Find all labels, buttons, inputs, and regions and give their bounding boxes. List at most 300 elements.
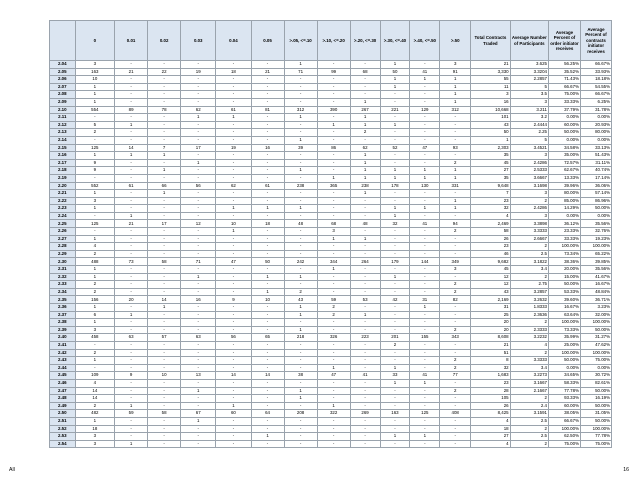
- table-cell: -: [317, 395, 350, 403]
- row-label: 2.31: [50, 266, 76, 274]
- table-cell: 1: [410, 76, 440, 84]
- table-cell: 41.67%: [580, 273, 611, 281]
- table-cell: -: [115, 136, 148, 144]
- table-row: [50, 220, 612, 228]
- row-label: 2.54: [50, 440, 76, 448]
- table-cell: 1: [284, 205, 317, 213]
- table-cell: -: [284, 121, 317, 129]
- table-row: [50, 334, 612, 342]
- table-cell: -: [148, 61, 181, 69]
- table-cell: 218: [284, 334, 317, 342]
- table-cell: 2: [510, 243, 548, 251]
- table-cell: 178: [380, 182, 410, 190]
- table-cell: 208: [284, 410, 317, 418]
- table-cell: 10: [148, 372, 181, 380]
- table-cell: -: [284, 235, 317, 243]
- table-cell: 21: [251, 68, 284, 76]
- table-cell: 66: [148, 182, 181, 190]
- table-cell: 2: [75, 402, 114, 410]
- table-cell: 3.2857: [510, 288, 548, 296]
- table-cell: -: [75, 212, 114, 220]
- table-cell: -: [216, 379, 251, 387]
- table-cell: 17: [148, 220, 181, 228]
- table-cell: 3.3898: [510, 220, 548, 228]
- table-cell: 18: [251, 220, 284, 228]
- table-cell: 1: [440, 98, 471, 106]
- table-cell: 4: [75, 243, 114, 251]
- table-cell: 46: [471, 250, 510, 258]
- table-cell: 16.19%: [580, 395, 611, 403]
- table-cell: 65: [251, 334, 284, 342]
- table-cell: 0.00%: [580, 136, 611, 144]
- row-label: 2.43: [50, 357, 76, 365]
- row-label: 2.12: [50, 121, 76, 129]
- table-cell: 1: [115, 440, 148, 448]
- table-cell: 1: [380, 379, 410, 387]
- column-header: Total Contracts Traded: [471, 21, 510, 61]
- table-cell: -: [410, 61, 440, 69]
- table-cell: 1: [317, 266, 350, 274]
- table-cell: -: [181, 440, 216, 448]
- table-row: [50, 311, 612, 319]
- table-cell: -: [410, 250, 440, 258]
- table-cell: -: [440, 417, 471, 425]
- table-cell: 25.00%: [549, 341, 581, 349]
- table-cell: -: [181, 121, 216, 129]
- table-cell: -: [181, 304, 216, 312]
- table-cell: 1: [317, 121, 350, 129]
- row-label: 2.04: [50, 61, 76, 69]
- table-cell: 2: [75, 250, 114, 258]
- table-cell: -: [317, 76, 350, 84]
- table-cell: 1: [440, 167, 471, 175]
- table-cell: -: [410, 235, 440, 243]
- table-cell: -: [181, 190, 216, 198]
- table-cell: 9: [75, 159, 114, 167]
- table-cell: 3: [75, 61, 114, 69]
- table-cell: -: [251, 61, 284, 69]
- table-cell: -: [115, 433, 148, 441]
- table-cell: -: [350, 364, 380, 372]
- table-row: [50, 433, 612, 441]
- table-cell: 50.00%: [580, 205, 611, 213]
- table-row: [50, 228, 612, 236]
- table-cell: 31: [410, 296, 440, 304]
- table-cell: 1: [148, 304, 181, 312]
- table-cell: 1: [216, 402, 251, 410]
- table-cell: 71: [181, 258, 216, 266]
- table-cell: -: [284, 440, 317, 448]
- table-cell: 47: [216, 258, 251, 266]
- table-cell: -: [216, 243, 251, 251]
- table-cell: 344: [317, 258, 350, 266]
- table-cell: 2: [440, 288, 471, 296]
- table-cell: -: [251, 174, 284, 182]
- table-cell: 554: [75, 106, 114, 114]
- table-cell: -: [440, 402, 471, 410]
- table-cell: 9: [75, 167, 114, 175]
- table-cell: -: [284, 197, 317, 205]
- table-cell: 50: [380, 68, 410, 76]
- table-cell: 1: [380, 433, 410, 441]
- table-cell: 50.00%: [549, 281, 581, 289]
- table-cell: -: [440, 319, 471, 327]
- table-cell: 16: [181, 296, 216, 304]
- table-cell: 1: [440, 91, 471, 99]
- row-label: 2.44: [50, 364, 76, 372]
- table-cell: -: [251, 357, 284, 365]
- table-cell: -: [380, 357, 410, 365]
- table-cell: 3.1667: [510, 379, 548, 387]
- table-cell: 63.64%: [549, 311, 581, 319]
- table-cell: 1: [471, 136, 510, 144]
- table-cell: -: [181, 205, 216, 213]
- footer-label: All: [9, 467, 15, 473]
- table-cell: 4: [471, 212, 510, 220]
- table-cell: -: [350, 281, 380, 289]
- column-header: >.50: [440, 21, 471, 61]
- table-cell: 3: [510, 212, 548, 220]
- row-label: 2.29: [50, 250, 76, 258]
- table-cell: 3: [75, 197, 114, 205]
- row-label: 2.26: [50, 228, 76, 236]
- table-cell: -: [317, 387, 350, 395]
- table-cell: 26: [471, 235, 510, 243]
- table-cell: -: [181, 311, 216, 319]
- table-cell: 10: [216, 220, 251, 228]
- table-cell: 50: [471, 129, 510, 137]
- table-cell: -: [148, 379, 181, 387]
- table-row: [50, 136, 612, 144]
- table-cell: 31: [471, 304, 510, 312]
- table-cell: 2.5: [510, 250, 548, 258]
- table-cell: -: [380, 197, 410, 205]
- table-cell: 1: [284, 395, 317, 403]
- table-cell: 1: [380, 205, 410, 213]
- table-cell: -: [216, 174, 251, 182]
- table-cell: 65.22%: [580, 250, 611, 258]
- row-label: 2.14: [50, 136, 76, 144]
- column-header: >.10, <=.20: [317, 21, 350, 61]
- table-cell: 101: [471, 114, 510, 122]
- table-body: [50, 61, 612, 448]
- table-cell: 59: [115, 410, 148, 418]
- table-cell: 312: [284, 106, 317, 114]
- table-cell: 61: [251, 182, 284, 190]
- table-cell: 1: [251, 433, 284, 441]
- table-cell: 58: [148, 258, 181, 266]
- table-cell: -: [317, 281, 350, 289]
- table-cell: -: [317, 197, 350, 205]
- table-cell: -: [115, 326, 148, 334]
- table-row: [50, 159, 612, 167]
- table-cell: 100.00%: [549, 243, 581, 251]
- column-header: 0.03: [181, 21, 216, 61]
- table-cell: -: [284, 364, 317, 372]
- table-cell: -: [216, 250, 251, 258]
- table-cell: 53.33%: [549, 288, 581, 296]
- table-cell: 125: [75, 144, 114, 152]
- table-cell: 18: [75, 425, 114, 433]
- table-cell: -: [410, 311, 440, 319]
- table-row: [50, 129, 612, 137]
- table-cell: 37.79%: [549, 106, 581, 114]
- table-cell: -: [216, 364, 251, 372]
- table-cell: -: [284, 402, 317, 410]
- table-cell: 408: [440, 410, 471, 418]
- row-label: 2.05: [50, 68, 76, 76]
- table-cell: 2.3333: [510, 326, 548, 334]
- column-header: 0.05: [251, 21, 284, 61]
- table-cell: -: [317, 433, 350, 441]
- table-cell: -: [115, 114, 148, 122]
- table-cell: 105: [471, 395, 510, 403]
- table-cell: -: [410, 440, 440, 448]
- table-cell: -: [380, 190, 410, 198]
- table-cell: -: [350, 357, 380, 365]
- table-cell: 1: [284, 136, 317, 144]
- table-cell: 73.33%: [549, 326, 581, 334]
- table-cell: 16.67%: [580, 281, 611, 289]
- table-cell: 16.67%: [549, 304, 581, 312]
- table-cell: -: [251, 197, 284, 205]
- table-cell: 30.72%: [580, 372, 611, 380]
- table-cell: 2.75: [510, 281, 548, 289]
- table-cell: -: [115, 129, 148, 137]
- table-cell: 1: [75, 319, 114, 327]
- table-cell: 1: [380, 76, 410, 84]
- table-cell: -: [148, 91, 181, 99]
- table-cell: 1: [440, 197, 471, 205]
- column-header: 0.01: [115, 21, 148, 61]
- table-cell: -: [115, 288, 148, 296]
- table-cell: 349: [440, 258, 471, 266]
- table-cell: 47: [317, 372, 350, 380]
- table-cell: -: [284, 76, 317, 84]
- table-cell: -: [440, 250, 471, 258]
- table-cell: 1: [115, 121, 148, 129]
- table-cell: 331: [440, 182, 471, 190]
- table-cell: -: [181, 174, 216, 182]
- table-cell: -: [350, 288, 380, 296]
- table-cell: 1: [410, 174, 440, 182]
- row-label: 2.41: [50, 341, 76, 349]
- table-cell: -: [251, 387, 284, 395]
- table-cell: 1: [317, 235, 350, 243]
- table-cell: -: [148, 402, 181, 410]
- table-cell: 54.55%: [580, 83, 611, 91]
- table-cell: -: [440, 129, 471, 137]
- table-cell: -: [284, 250, 317, 258]
- table-cell: 1: [350, 152, 380, 160]
- table-cell: -: [410, 129, 440, 137]
- row-label: 2.08: [50, 91, 76, 99]
- table-cell: 1: [284, 61, 317, 69]
- table-cell: -: [181, 243, 216, 251]
- table-cell: -: [115, 250, 148, 258]
- table-cell: 36.12%: [549, 220, 581, 228]
- table-cell: 238: [284, 182, 317, 190]
- table-cell: 1: [440, 76, 471, 84]
- row-label: 2.07: [50, 83, 76, 91]
- table-cell: 1: [75, 205, 114, 213]
- table-cell: -: [115, 61, 148, 69]
- table-cell: 3: [510, 152, 548, 160]
- table-cell: 1: [410, 205, 440, 213]
- table-cell: 3.23%: [580, 304, 611, 312]
- table-cell: -: [317, 440, 350, 448]
- table-cell: -: [284, 433, 317, 441]
- table-cell: 3.625: [510, 61, 548, 69]
- table-cell: 63: [181, 334, 216, 342]
- row-label: 2.42: [50, 349, 76, 357]
- table-cell: 1: [380, 273, 410, 281]
- table-cell: -: [216, 440, 251, 448]
- table-cell: 71.43%: [549, 76, 581, 84]
- row-label: 2.39: [50, 326, 76, 334]
- table-cell: -: [284, 319, 317, 327]
- table-cell: 3.4521: [510, 144, 548, 152]
- table-cell: 1: [115, 152, 148, 160]
- row-label: 2.51: [50, 417, 76, 425]
- table-cell: -: [181, 357, 216, 365]
- table-cell: -: [350, 433, 380, 441]
- table-cell: -: [148, 83, 181, 91]
- table-cell: 242: [284, 258, 317, 266]
- table-cell: 41: [410, 372, 440, 380]
- column-header: 0.04: [216, 21, 251, 61]
- table-cell: 1: [75, 91, 114, 99]
- table-cell: 2: [440, 357, 471, 365]
- table-cell: 20.93%: [580, 121, 611, 129]
- table-cell: 1: [440, 174, 471, 182]
- table-cell: 482: [75, 410, 114, 418]
- table-cell: 50.00%: [580, 417, 611, 425]
- table-cell: 59: [317, 296, 350, 304]
- table-cell: -: [251, 304, 284, 312]
- table-cell: -: [410, 136, 440, 144]
- table-cell: 14: [75, 387, 114, 395]
- table-cell: 51.43%: [580, 152, 611, 160]
- table-cell: -: [380, 281, 410, 289]
- table-cell: 32.00%: [580, 311, 611, 319]
- table-cell: 264: [350, 258, 380, 266]
- table-cell: -: [350, 91, 380, 99]
- table-cell: -: [216, 326, 251, 334]
- table-cell: -: [284, 243, 317, 251]
- table-cell: 38: [284, 372, 317, 380]
- table-cell: 57.14%: [580, 190, 611, 198]
- table-cell: -: [251, 311, 284, 319]
- column-header: [50, 21, 76, 61]
- table-cell: 3.2: [510, 114, 548, 122]
- row-label: 2.34: [50, 288, 76, 296]
- table-cell: 13.33%: [549, 174, 581, 182]
- table-cell: 81: [251, 106, 284, 114]
- table-cell: 2: [510, 197, 548, 205]
- table-cell: -: [148, 425, 181, 433]
- table-cell: 0.00%: [549, 136, 581, 144]
- table-cell: -: [410, 228, 440, 236]
- table-cell: 50.00%: [580, 402, 611, 410]
- table-row: [50, 372, 612, 380]
- table-cell: -: [317, 425, 350, 433]
- table-cell: 33.33%: [549, 98, 581, 106]
- table-cell: -: [380, 250, 410, 258]
- table-cell: 488: [75, 258, 114, 266]
- table-cell: -: [181, 319, 216, 327]
- table-cell: -: [115, 190, 148, 198]
- row-label: 2.46: [50, 379, 76, 387]
- table-cell: 3: [471, 91, 510, 99]
- table-cell: 221: [380, 106, 410, 114]
- table-cell: 1: [216, 114, 251, 122]
- table-cell: -: [216, 319, 251, 327]
- table-cell: -: [380, 440, 410, 448]
- table-cell: -: [410, 417, 440, 425]
- table-cell: -: [216, 167, 251, 175]
- table-cell: 93: [440, 144, 471, 152]
- table-row: [50, 364, 612, 372]
- table-cell: 2: [75, 349, 114, 357]
- table-row: [50, 167, 612, 175]
- table-cell: -: [115, 281, 148, 289]
- table-cell: 75.00%: [549, 440, 581, 448]
- table-cell: -: [317, 136, 350, 144]
- table-cell: 57: [148, 334, 181, 342]
- row-label: 2.40: [50, 334, 76, 342]
- table-cell: -: [251, 228, 284, 236]
- table-row: [50, 296, 612, 304]
- row-label: 2.53: [50, 433, 76, 441]
- table-cell: -: [251, 152, 284, 160]
- table-cell: 1: [115, 402, 148, 410]
- table-cell: -: [284, 91, 317, 99]
- table-cell: 62.67%: [549, 167, 581, 175]
- table-cell: 19.23%: [580, 235, 611, 243]
- table-cell: -: [115, 197, 148, 205]
- table-row: [50, 357, 612, 365]
- table-cell: 100.00%: [580, 243, 611, 251]
- table-cell: -: [181, 425, 216, 433]
- table-cell: 67: [181, 410, 216, 418]
- table-cell: 60.00%: [549, 402, 581, 410]
- table-cell: 3: [75, 440, 114, 448]
- table-cell: -: [380, 114, 410, 122]
- table-cell: -: [115, 425, 148, 433]
- table-cell: 1: [350, 114, 380, 122]
- table-cell: 1: [75, 273, 114, 281]
- table-cell: -: [251, 266, 284, 274]
- table-cell: 3.4: [510, 266, 548, 274]
- table-cell: 1: [181, 159, 216, 167]
- table-cell: -: [148, 136, 181, 144]
- table-cell: -: [440, 304, 471, 312]
- table-cell: 12: [471, 273, 510, 281]
- table-cell: 56.25%: [549, 61, 581, 69]
- table-cell: 35.56%: [580, 266, 611, 274]
- table-cell: 33: [380, 372, 410, 380]
- table-cell: -: [115, 387, 148, 395]
- table-cell: -: [317, 205, 350, 213]
- table-cell: -: [440, 433, 471, 441]
- table-header: [50, 21, 612, 61]
- table-cell: -: [115, 243, 148, 251]
- table-cell: 14: [75, 395, 114, 403]
- table-cell: -: [380, 266, 410, 274]
- table-cell: -: [317, 98, 350, 106]
- table-cell: -: [148, 129, 181, 137]
